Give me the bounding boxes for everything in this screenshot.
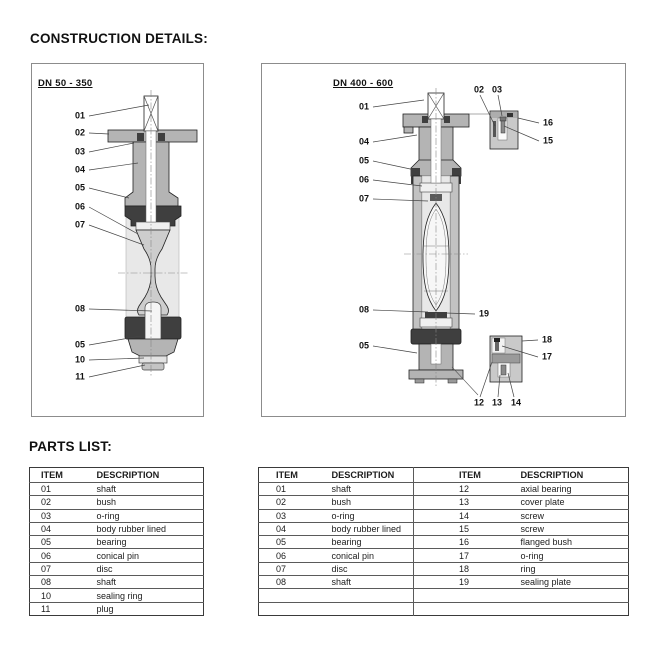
leader-line-13 (498, 375, 500, 397)
column-header: ITEM (276, 470, 298, 480)
callout-label-14: 14 (510, 397, 522, 408)
cell: 08 (259, 576, 327, 589)
cell: 12 (414, 483, 516, 496)
cell: flanged bush (516, 536, 629, 549)
cell: 07 (259, 562, 327, 575)
cell: 10 (30, 589, 85, 602)
cell: 08 (30, 576, 85, 589)
cell: 04 (30, 522, 85, 535)
cell (259, 602, 327, 615)
cell: 01 (259, 483, 327, 496)
leader-line-10 (89, 358, 144, 360)
cell: axial bearing (516, 483, 629, 496)
cell: 18 (414, 562, 516, 575)
callout-label-06: 06 (358, 174, 370, 185)
cell: 14 (414, 509, 516, 522)
leader-line-19 (446, 313, 475, 314)
cell: 02 (30, 496, 85, 509)
cell (516, 589, 629, 602)
cell: cover plate (516, 496, 629, 509)
cell: disc (327, 562, 414, 575)
leader-line-06 (373, 180, 422, 186)
cell: bush (85, 496, 204, 509)
callout-lines-right (262, 64, 625, 416)
leader-line-01 (373, 100, 424, 107)
table-row (30, 509, 204, 522)
cell: 06 (30, 549, 85, 562)
leader-line-01 (89, 105, 149, 116)
construction-details-title: CONSTRUCTION DETAILS: (30, 31, 208, 46)
leader-line-06 (89, 207, 138, 234)
cell: plug (85, 602, 204, 615)
cell: screw (516, 509, 629, 522)
callout-lines-left (32, 64, 203, 416)
callout-label-05: 05 (74, 182, 86, 193)
cell: 15 (414, 522, 516, 535)
callout-label-10: 10 (74, 354, 86, 365)
callout-label-08: 08 (74, 303, 86, 314)
callout-label-15: 15 (542, 135, 554, 146)
table-row (30, 496, 204, 509)
leader-line-05 (373, 346, 417, 353)
cell: shaft (85, 483, 204, 496)
callout-label-16: 16 (542, 117, 554, 128)
table-row (30, 602, 204, 615)
header-row (259, 468, 629, 483)
callout-label-02: 02 (473, 84, 485, 95)
table-row (30, 549, 204, 562)
cell: shaft (327, 576, 414, 589)
cell: sealing ring (85, 589, 204, 602)
leader-line-15 (504, 126, 539, 141)
column-header: ITEM (41, 470, 63, 480)
cell: 16 (414, 536, 516, 549)
cell: sealing plate (516, 576, 629, 589)
leader-line-05 (373, 161, 415, 170)
cell: 04 (259, 522, 327, 535)
table-row (259, 483, 629, 496)
parts-list-title: PARTS LIST: (29, 439, 112, 454)
leader-line-16 (518, 118, 539, 123)
cell: 11 (30, 602, 85, 615)
cell (327, 589, 414, 602)
callout-label-03: 03 (491, 84, 503, 95)
cell: 07 (30, 562, 85, 575)
leader-line-08 (373, 310, 428, 312)
callout-label-03: 03 (74, 146, 86, 157)
leader-line-07 (89, 225, 144, 245)
cell: o-ring (85, 509, 204, 522)
diagram-box-dn50-350 (31, 63, 204, 417)
callout-label-02: 02 (74, 127, 86, 138)
column-header: DESCRIPTION (331, 470, 395, 480)
callout-label-17: 17 (541, 351, 553, 362)
table-row (30, 483, 204, 496)
cell: 19 (414, 576, 516, 589)
cell: 03 (30, 509, 85, 522)
callout-label-12: 12 (473, 397, 485, 408)
leader-line-08 (89, 309, 152, 311)
leader-line-14 (508, 373, 514, 397)
cell (414, 589, 516, 602)
callout-label-18: 18 (541, 334, 553, 345)
cell: 13 (414, 496, 516, 509)
table-row (30, 589, 204, 602)
cell: o-ring (516, 549, 629, 562)
leader-line-04 (373, 135, 417, 142)
cell: 05 (259, 536, 327, 549)
callout-label-04: 04 (358, 136, 370, 147)
column-header: ITEM (414, 468, 516, 483)
callout-label-04: 04 (74, 164, 86, 175)
header-row (30, 468, 204, 483)
table-row (259, 536, 629, 549)
cell: 17 (414, 549, 516, 562)
callout-label-01: 01 (74, 110, 86, 121)
leader-line-05 (89, 336, 141, 345)
cell: shaft (327, 483, 414, 496)
table-row (30, 562, 204, 575)
diagram-left-title: DN 50 - 350 (38, 78, 93, 89)
leader-line-18 (522, 340, 538, 341)
cell: ring (516, 562, 629, 575)
callout-label-01: 01 (358, 101, 370, 112)
callout-label-07: 07 (74, 219, 86, 230)
callout-label-05: 05 (358, 155, 370, 166)
table-row (259, 549, 629, 562)
cell (414, 602, 516, 615)
parts-table-right (258, 467, 629, 616)
table-row (259, 509, 629, 522)
callout-label-08: 08 (358, 304, 370, 315)
callout-label-07: 07 (358, 193, 370, 204)
cell (327, 602, 414, 615)
table-row (259, 589, 629, 602)
callout-label-11: 11 (75, 371, 85, 382)
leader-line-12 (480, 362, 492, 397)
callout-label-06: 06 (74, 201, 86, 212)
table-row (30, 522, 204, 535)
leader-line-11 (89, 365, 145, 377)
cell: 01 (30, 483, 85, 496)
cell: bearing (85, 536, 204, 549)
cell: 02 (259, 496, 327, 509)
table-row (259, 562, 629, 575)
cell (516, 602, 629, 615)
cell: screw (516, 522, 629, 535)
parts-table-left (29, 467, 204, 616)
table-row (30, 576, 204, 589)
column-header: DESCRIPTION (96, 470, 160, 480)
cell: 05 (30, 536, 85, 549)
cell: o-ring (327, 509, 414, 522)
callout-label-05: 05 (74, 339, 86, 350)
table-row (259, 496, 629, 509)
table-row (259, 602, 629, 615)
leader-line-04 (89, 163, 138, 170)
table-row (30, 536, 204, 549)
cell: body rubber lined (327, 522, 414, 535)
leader-line-02 (89, 133, 109, 134)
table-row (259, 576, 629, 589)
leader-line-02 (480, 95, 495, 126)
leader-line-03 (89, 143, 134, 152)
cell: bush (327, 496, 414, 509)
callout-label-19: 19 (478, 308, 490, 319)
callout-label-13: 13 (491, 397, 503, 408)
cell: conical pin (327, 549, 414, 562)
leader-line-03 (498, 95, 502, 116)
diagram-right-title: DN 400 - 600 (333, 78, 394, 89)
cell: 06 (259, 549, 327, 562)
leader-line-07 (373, 199, 428, 201)
cell: shaft (85, 576, 204, 589)
diagram-box-dn400-600 (261, 63, 626, 417)
cell: disc (85, 562, 204, 575)
cell: body rubber lined (85, 522, 204, 535)
leader-line-05 (89, 188, 129, 198)
cell: conical pin (85, 549, 204, 562)
callout-label-05: 05 (358, 340, 370, 351)
cell: 03 (259, 509, 327, 522)
cell (259, 589, 327, 602)
table-row (259, 522, 629, 535)
column-header: DESCRIPTION (520, 470, 584, 480)
leader-line-17 (502, 346, 538, 357)
cell: bearing (327, 536, 414, 549)
